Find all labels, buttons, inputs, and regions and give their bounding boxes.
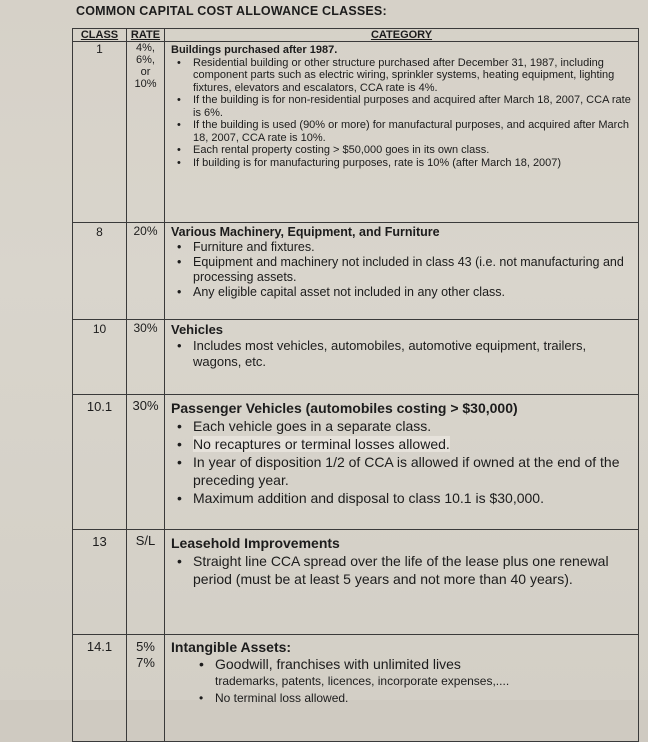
category-heading: Leasehold Improvements [171, 535, 340, 551]
table-row [73, 42, 639, 223]
category-bullet: • Furniture and fixtures. [171, 240, 634, 255]
rate-line: 20% [133, 224, 158, 238]
header-rate: RATE [130, 29, 161, 41]
rate-line: 7% [136, 655, 155, 670]
class-number: 14.1 [73, 635, 127, 742]
category-heading: Intangible Assets: [171, 639, 292, 655]
category-bullet: • Straight line CCA spread over the life of the lease plus one renewal period (must be at least 5 years and not more than 40 years). [171, 552, 634, 588]
category-heading: Buildings purchased after 1987. [171, 44, 338, 56]
category-bullet: • If the building is used (90% or more) for manufactural purposes, and acquired after March 18, 2007, CCA rate is 10%. [171, 119, 634, 144]
class-rate [127, 635, 165, 742]
class-rate [127, 223, 165, 320]
rate-line: 30% [132, 398, 159, 413]
category-extra-line: trademarks, patents, licences, incorporate expenses,.... [215, 674, 510, 688]
category-bullet: • Goodwill, franchises with unlimited lives [171, 656, 634, 673]
header-category: CATEGORY [370, 29, 433, 41]
class-category [165, 530, 639, 635]
table-row [73, 223, 639, 320]
category-bullet: • Includes most vehicles, automobiles, automotive equipment, trailers, wagons, etc. [171, 338, 634, 370]
page-title: COMMON CAPITAL COST ALLOWANCE CLASSES: [76, 4, 387, 18]
table-header-row [73, 29, 639, 42]
category-bullet: • Maximum addition and disposal to class 10.1 is $30,000. [171, 489, 634, 507]
category-bullet: • Any eligible capital asset not included in any other class. [171, 285, 634, 300]
class-number: 1 [73, 42, 127, 223]
class-rate [127, 42, 165, 223]
class-rate [127, 320, 165, 395]
category-bullet: • Residential building or other structure purchased after December 31, 1987, including component parts such as electric wiring, sprinkler systems, heating equipment, lighting fixtures, elevators and escalators, CCA rate is 4%. [171, 57, 634, 95]
table-row [73, 635, 639, 742]
highlighted-text: No recaptures or terminal losses allowed. [193, 436, 450, 452]
category-bullet [171, 435, 634, 453]
class-number: 10.1 [73, 395, 127, 530]
category-heading: Passenger Vehicles (automobiles costing > $30,000) [171, 400, 518, 416]
class-rate [127, 395, 165, 530]
class-category [165, 42, 639, 223]
category-bullet: • If the building is for non-residential purposes and acquired after March 18, 2007, CCA rate is 6%. [171, 94, 634, 119]
category-bullet: • In year of disposition 1/2 of CCA is allowed if owned at the end of the preceding year. [171, 453, 634, 489]
header-class: CLASS [80, 29, 119, 41]
category-bullet: • If building is for manufacturing purposes, rate is 10% (after March 18, 2007) [171, 157, 634, 170]
rate-line: 10% [134, 78, 157, 90]
rate-line: 6%, [136, 54, 155, 66]
category-bullet: • No terminal loss allowed. [171, 690, 634, 707]
category-heading: Vehicles [171, 322, 224, 337]
rate-line: or [140, 66, 151, 78]
table-row [73, 320, 639, 395]
category-bullet: • Each vehicle goes in a separate class. [171, 417, 634, 435]
rate-line: 5% [136, 639, 155, 654]
table-row [73, 395, 639, 530]
category-bullet: • Equipment and machinery not included in class 43 (i.e. not manufacturing and processing assets. [171, 255, 634, 285]
category-bullet: • Each rental property costing > $50,000 goes in its own class. [171, 144, 634, 157]
table-row [73, 530, 639, 635]
class-category [165, 320, 639, 395]
class-number: 10 [73, 320, 127, 395]
class-rate [127, 530, 165, 635]
class-number: 8 [73, 223, 127, 320]
class-number: 13 [73, 530, 127, 635]
rate-line: 4%, [136, 42, 155, 54]
cca-classes-table [72, 28, 639, 742]
rate-line: S/L [135, 533, 156, 548]
class-category [165, 223, 639, 320]
rate-line: 30% [133, 321, 158, 335]
class-category [165, 635, 639, 742]
category-heading: Various Machinery, Equipment, and Furniture [171, 225, 440, 239]
class-category [165, 395, 639, 530]
